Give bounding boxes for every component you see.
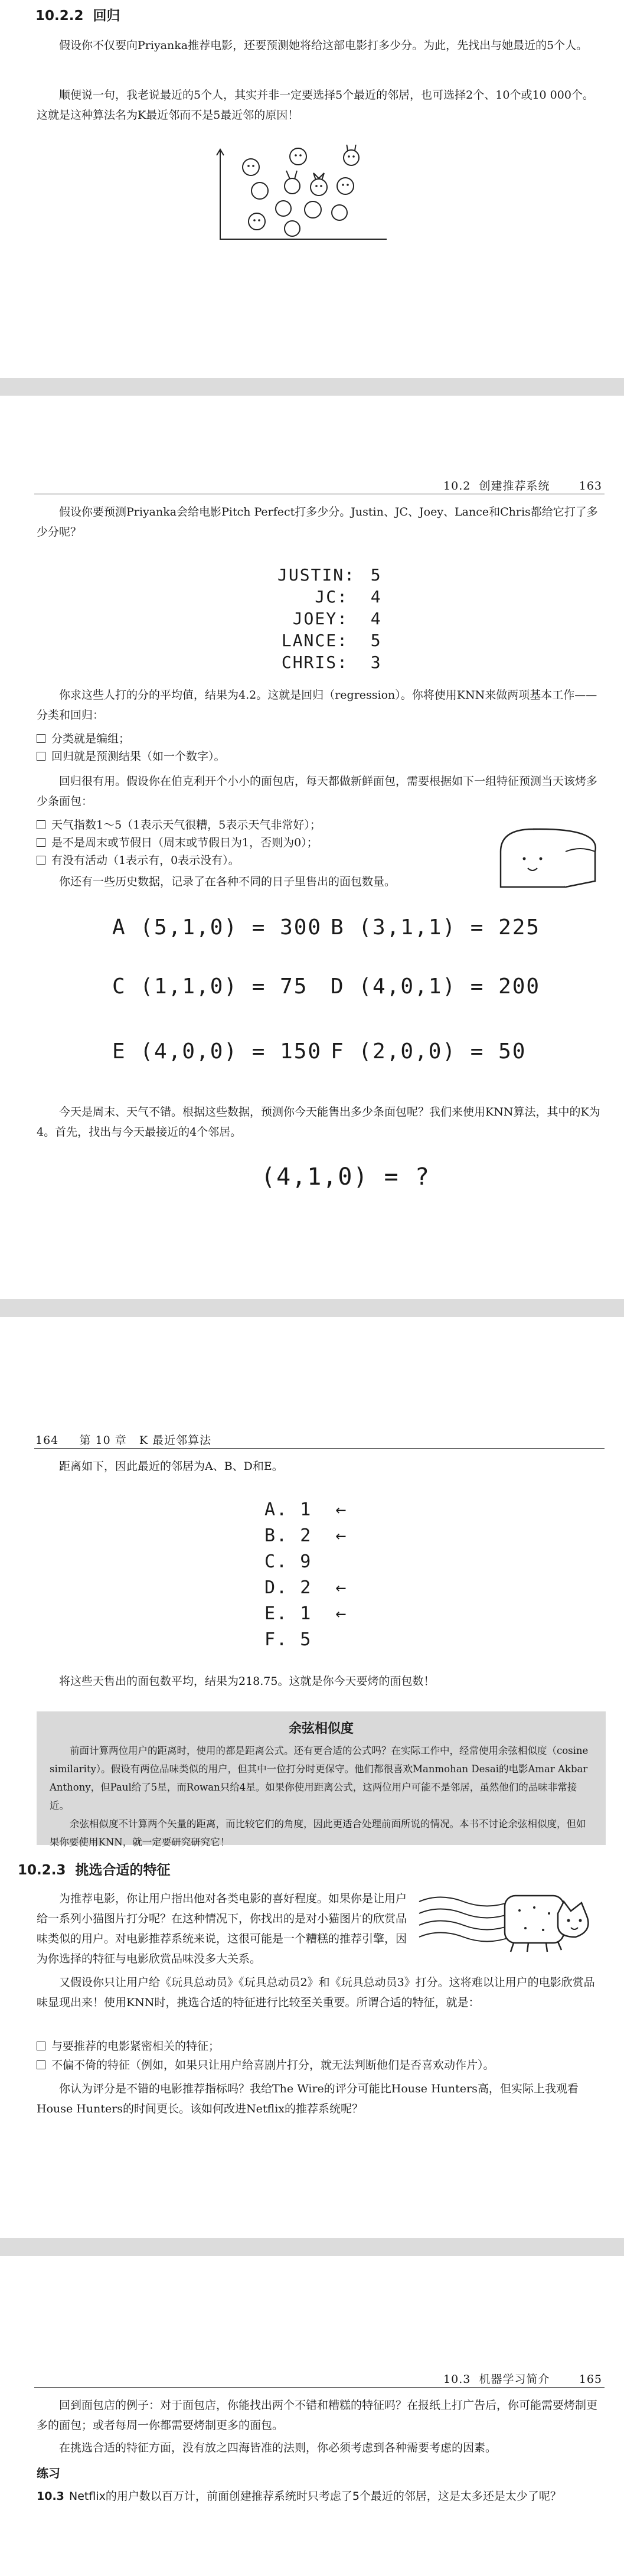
- query-point: (4,1,0) = ?: [261, 1163, 430, 1191]
- page-3: [0, 1317, 624, 2238]
- running-header: 10.3 机器学习简介 165: [443, 2373, 602, 2386]
- running-header: 164 第 10 章 K 最近邻算法: [35, 1434, 212, 1447]
- bullet-item: 有没有活动（1表示有，0表示没有）。: [37, 852, 240, 869]
- section-heading: 10.2.3 挑选合适的特征: [18, 1863, 171, 1878]
- distance-row: C. 9: [264, 1551, 312, 1572]
- exercise-title: 练习: [37, 2466, 60, 2480]
- paragraph: 你求这些人打的分的平均值，结果为4.2。这就是回归（regression）。你将使用KNN来做两项基本工作——分类和回归：: [37, 689, 597, 722]
- page-gap: [0, 378, 624, 396]
- distance-row: B. 2 ←: [264, 1525, 348, 1546]
- section-heading: 10.2.2 回归: [35, 8, 120, 24]
- bullet-item: 回归就是预测结果（如一个数字）。: [37, 748, 226, 765]
- header-rule: [34, 1448, 605, 1449]
- rating-row: JUSTIN: 5: [277, 565, 382, 585]
- bullet-item: 与要推荐的电影紧密相关的特征；: [37, 2037, 220, 2055]
- distance-row: A. 1 ←: [264, 1499, 348, 1520]
- paragraph: 为推荐电影，你让用户指出他对各类电影的喜好程度。如果你是让用户给一系列小猫图片打分呢？在这种情况下，你找出的是对小猫图片的欣赏品味类似的用户。对电影推荐系统来说，这很可能是一个糟糕的推荐引擎，因为你选择的特征与电影欣赏品味没多大关系。: [37, 1892, 407, 1965]
- page-gap: [0, 1299, 624, 1317]
- page-1: [0, 0, 624, 378]
- paragraph: 将这些天售出的面包数平均，结果为218.75。这就是你今天要烤的面包数！: [59, 1675, 435, 1688]
- rating-row: CHRIS: 3: [281, 653, 382, 672]
- distance-row: D. 2 ←: [264, 1577, 348, 1598]
- header-rule: [34, 2387, 605, 2388]
- bullet-item: 不偏不倚的特征（例如，如果只让用户给喜剧片打分，就无法判断他们是否喜欢动作片）。: [37, 2056, 495, 2074]
- exercise-item: 10.3 Netflix的用户数以百万计，前面创建推荐系统时只考虑了5个最近的邻居，这是太多还是太少了呢？: [37, 2490, 561, 2503]
- bullet-item: 分类就是编组；: [37, 730, 130, 748]
- paragraph: 回到面包店的例子：对于面包店，你能找出两个不错和糟糕的特征吗？在报纸上打广告后，你可能需要烤制更多的面包；或者每周一你都需要烤制更多的面包。: [37, 2399, 598, 2432]
- paragraph: 你还有一些历史数据，记录了在各种不同的日子里售出的面包数量。: [59, 875, 396, 888]
- page-gap: [0, 2238, 624, 2256]
- paragraph: 今天是周末、天气不错。根据这些数据，预测你今天能售出多少条面包呢？我们来使用KNN算法，其中的K为4。首先，找出与今天最接近的4个邻居。: [37, 1106, 600, 1139]
- rating-row: JOEY: 4: [292, 609, 382, 628]
- note-title: 余弦相似度: [288, 1721, 354, 1736]
- ratings-list: [277, 564, 382, 673]
- page-2: [0, 396, 624, 1299]
- data-row: A (5,1,0) = 300 B (3,1,1) = 225: [112, 915, 541, 940]
- cosine-similarity-note: [37, 1711, 606, 1848]
- distance-row: E. 1 ←: [264, 1603, 348, 1624]
- data-row: C (1,1,0) = 75 D (4,0,1) = 200: [112, 974, 541, 999]
- paragraph: 在挑选合适的特征方面，没有放之四海皆准的法则，你必须考虑到各种需要考虑的因素。: [59, 2441, 497, 2454]
- data-row: E (4,0,0) = 150 F (2,0,0) = 50: [112, 1039, 527, 1064]
- note-paragraph: 前面计算两位用户的距离时，使用的都是距离公式。还有更合适的公式吗？在实际工作中，经常使用余弦相似度（cosine similarity）。假设有两位品味类似的用户，但其中一位打分时更保守。他们都很喜欢Manmohan Desai的电影Amar Akbar Anthony，但Paul给了5星，而Rowan只给4星。如果你使用距离公式，这两位用户可能不是邻居，虽然他们的品味非常接近。: [50, 1745, 589, 1811]
- bread-loaf-illustration: [477, 822, 604, 893]
- distance-list: [264, 1497, 347, 1653]
- distance-row: F. 5: [264, 1629, 312, 1650]
- paragraph: 顺便说一句，我老说最近的5个人，其实并非一定要选择5个最近的邻居，也可选择2个、10个或10 000个。这就是这种算法名为K最近邻而不是5最近邻的原因！: [37, 89, 594, 122]
- paragraph: 回归很有用。假设你在伯克利开个小小的面包店，每天都做新鲜面包，需要根据如下一组特征预测当天该烤多少条面包：: [37, 775, 598, 808]
- bullet-item: 天气指数1～5（1表示天气很糟，5表示天气非常好）；: [37, 816, 321, 834]
- nyan-cat-illustration: [416, 1878, 605, 1961]
- paragraph: 又假设你只让用户给《玩具总动员》《玩具总动员2》和《玩具总动员3》打分。这将难以让用户的电影欣赏品味显现出来！使用KNN时，挑选合适的特征进行比较至关重要。所谓合适的特征，就是：: [37, 1976, 595, 2009]
- paragraph: 你认为评分是不错的电影推荐指标吗？我给The Wire的评分可能比House Hunters高，但实际上我观看House Hunters的时间更长。该如何改进Netflix的推荐系统呢？: [37, 2082, 579, 2115]
- neighbor-animals-illustration: [204, 145, 393, 245]
- bullet-item: 是不是周末或节假日（周末或节假日为1，否则为0）；: [37, 834, 318, 852]
- paragraph: 距离如下，因此最近的邻居为A、B、D和E。: [59, 1460, 283, 1473]
- running-header: 10.2 创建推荐系统 163: [443, 480, 602, 493]
- paragraph: 假设你要预测Priyanka会给电影Pitch Perfect打多少分。Justin、JC、Joey、Lance和Chris都给它打了多少分呢？: [37, 506, 598, 539]
- paragraph: 假设你不仅要向Priyanka推荐电影，还要预测她将给这部电影打多少分。为此，先找出与她最近的5个人。: [59, 39, 588, 52]
- page-4: [0, 2256, 624, 2576]
- rating-row: LANCE: 5: [281, 631, 382, 650]
- rating-row: JC: 4: [315, 587, 382, 606]
- note-paragraph: 余弦相似度不计算两个矢量的距离，而比较它们的角度，因此更适合处理前面所说的情况。本书不讨论余弦相似度，但如果你要使用KNN，就一定要研究研究它！: [50, 1818, 586, 1848]
